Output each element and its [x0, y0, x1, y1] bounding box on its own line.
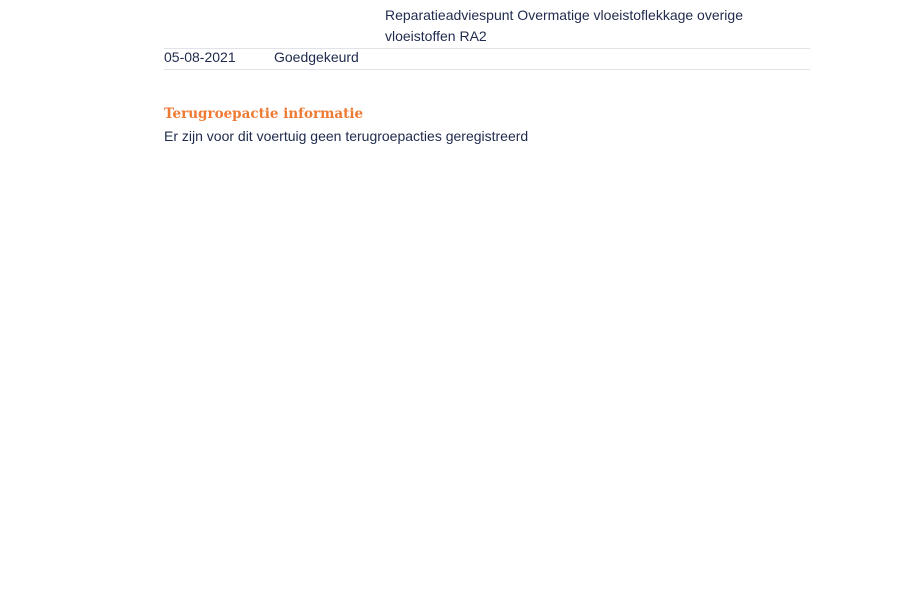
- document-page: [164, 0, 810, 144]
- inspection-history-table: [164, 0, 810, 70]
- recall-status-text: Er zijn voor dit voertuig geen terugroepacties geregistreerd: [164, 128, 529, 144]
- date-cell: 05-08-2021: [164, 49, 236, 65]
- recall-information-section: [164, 104, 810, 146]
- result-cell: Goedgekeurd: [274, 49, 359, 65]
- table-row: [164, 0, 810, 49]
- section-title: Terugroepactie informatie: [164, 106, 364, 122]
- table-row: [164, 49, 810, 70]
- remark-cell: Reparatieadviespunt Overmatige vloeistoflekkage overige vloeistoffen RA2: [385, 7, 743, 44]
